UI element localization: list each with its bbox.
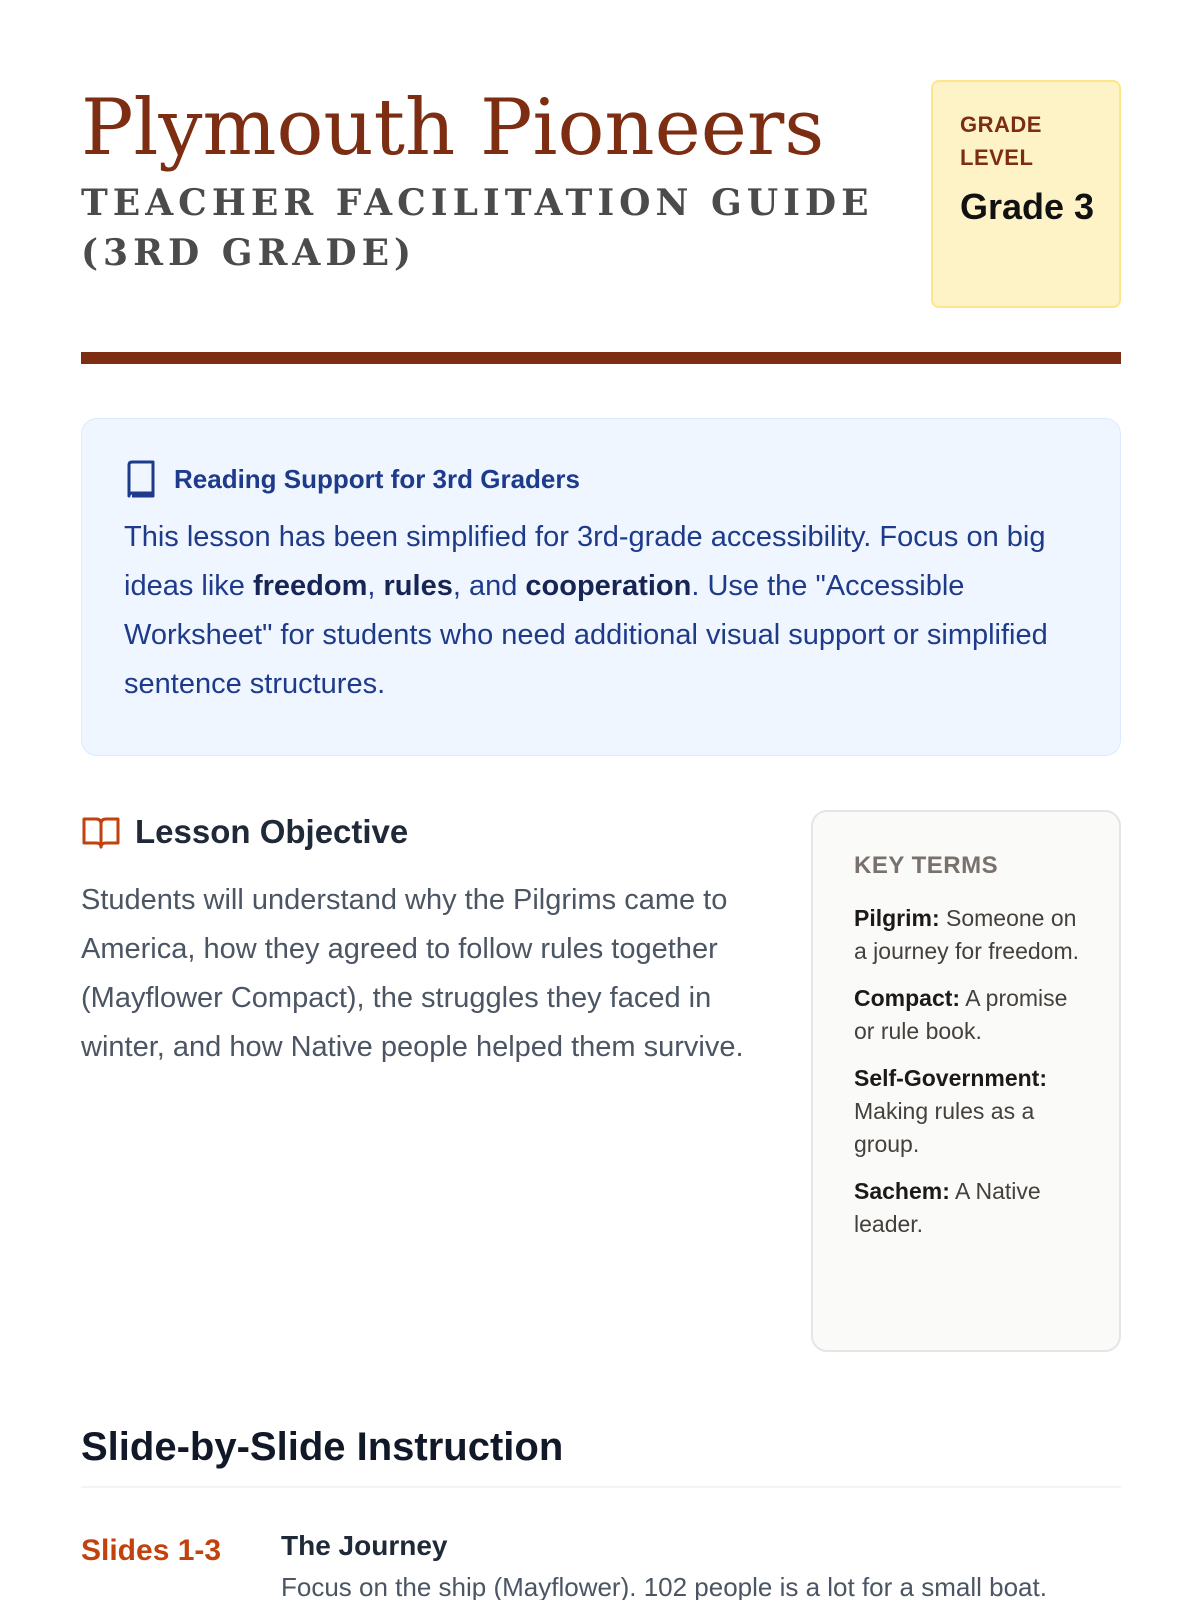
- header-divider: [81, 352, 1121, 364]
- reading-support-text: [124, 513, 1084, 709]
- page-subtitle: TEACHER FACILITATION GUIDE (3RD GRADE): [81, 182, 874, 274]
- key-terms-label: KEY TERMS: [854, 852, 999, 879]
- slides-divider: [81, 1486, 1121, 1488]
- lesson-objective-title: Lesson Objective: [135, 813, 409, 850]
- reading-support-text-part: This lesson has been simplified for 3rd-grade accessibility. Focus on big ideas like: [124, 521, 1046, 602]
- key-term-item: [854, 1175, 1079, 1241]
- reading-support-text-part: . Use the "Accessible Worksheet" for students who need additional visual support or simplified sentence structures.: [124, 570, 1048, 700]
- slides-section-title: Slide-by-Slide Instruction: [81, 1425, 564, 1469]
- slide-description: Focus on the ship (Mayflower). 102 people is a lot for a small boat.: [281, 1572, 1047, 1600]
- page-header: [81, 80, 1121, 310]
- slide-range: Slides 1-3: [81, 1534, 222, 1567]
- key-term-definition: A Native leader.: [854, 1178, 1041, 1237]
- lesson-objective: [81, 808, 761, 1072]
- key-term-item: [854, 1062, 1079, 1161]
- lesson-objective-text: Students will understand why the Pilgrims came to America, how they agreed to follow rules together (Mayflower Compact), the struggles they faced in winter, and how Native people helped them survive.: [81, 884, 744, 1063]
- slide-topic: The Journey: [281, 1530, 448, 1561]
- key-term-definition: Someone on a journey for freedom.: [854, 905, 1080, 964]
- reading-support-text-part: , and: [452, 570, 526, 602]
- page-title: Plymouth Pioneers: [81, 83, 825, 173]
- lesson-objective-header: [81, 808, 761, 856]
- reading-support-text-part: ,: [367, 570, 384, 602]
- grade-level-badge: [931, 80, 1121, 308]
- key-term-item: [854, 982, 1079, 1048]
- grade-level-label: GRADE LEVEL: [960, 112, 1042, 170]
- key-term-definition: A promise or rule book.: [854, 985, 1068, 1044]
- keyword-cooperation: cooperation: [525, 570, 692, 602]
- key-terms-panel: [811, 810, 1121, 1352]
- key-term-definition: Making rules as a group.: [854, 1098, 1035, 1157]
- key-term-item: [854, 902, 1079, 968]
- book-icon: [124, 459, 158, 499]
- key-term-name: Sachem:: [854, 1178, 950, 1204]
- key-term-name: Compact:: [854, 985, 961, 1011]
- grade-level-value: Grade 3: [960, 186, 1095, 227]
- reading-support-header: [124, 459, 1078, 499]
- key-term-name: Pilgrim:: [854, 905, 940, 931]
- key-term-name: Self-Government:: [854, 1065, 1047, 1091]
- keyword-freedom: freedom: [252, 570, 368, 602]
- reading-support-callout: [81, 418, 1121, 756]
- reading-support-title: Reading Support for 3rd Graders: [174, 463, 580, 494]
- open-book-icon: [81, 814, 121, 850]
- keyword-rules: rules: [383, 570, 453, 602]
